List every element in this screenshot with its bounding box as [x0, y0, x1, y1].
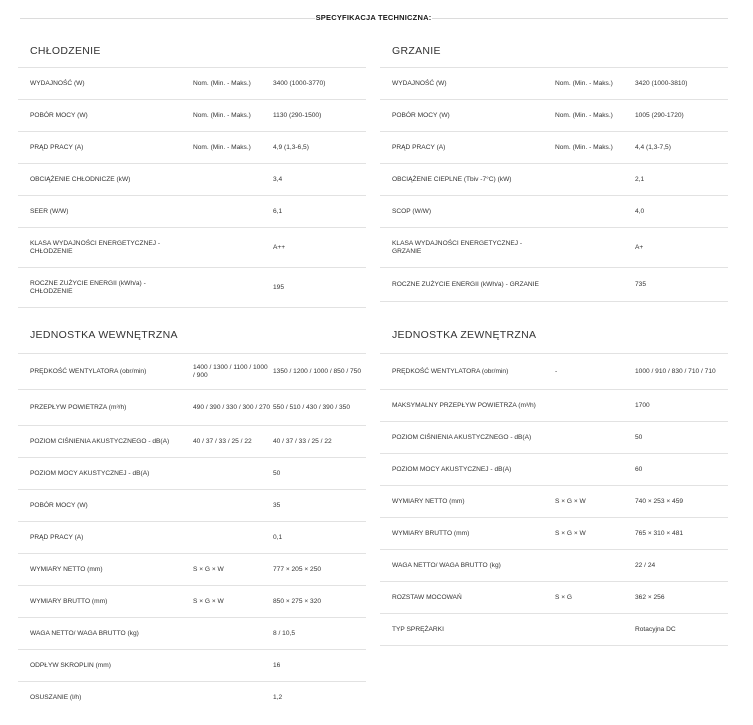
spec-label: PRĄD PRACY (A) [30, 533, 84, 541]
spec-label-cell [392, 518, 542, 550]
spec-label-cell [392, 582, 542, 614]
spec-label-cell [30, 490, 180, 522]
spec-value-cell [273, 100, 363, 132]
outdoor-unit-row [380, 549, 728, 582]
spec-label: SEER (W/W) [30, 207, 69, 215]
outdoor-unit-table-end [380, 645, 728, 646]
spec-condition-cell [193, 458, 271, 490]
spec-condition-cell [555, 422, 633, 454]
spec-label: PRĄD PRACY (A) [392, 143, 446, 151]
spec-value-cell [635, 196, 725, 228]
spec-condition-cell [193, 228, 271, 268]
spec-label-cell [392, 454, 542, 486]
spec-condition-cell [555, 518, 633, 550]
spec-label: PRĄD PRACY (A) [30, 143, 84, 151]
cooling-table-end [18, 307, 366, 308]
spec-value-cell [273, 196, 363, 228]
spec-value: 1350 / 1200 / 1000 / 850 / 750 [273, 367, 361, 375]
title-rule-right [432, 18, 728, 19]
spec-value: A+ [635, 243, 644, 251]
spec-label: WAGA NETTO/ WAGA BRUTTO (kg) [30, 629, 139, 637]
spec-condition: S × G [555, 593, 573, 601]
spec-value-cell [273, 650, 363, 682]
indoor-unit-row [18, 389, 366, 426]
spec-label-cell [30, 390, 180, 426]
spec-label: WYDAJNOŚĆ (W) [30, 79, 85, 87]
spec-label: WAGA NETTO/ WAGA BRUTTO (kg) [392, 561, 501, 569]
spec-label: OSUSZANIE (l/h) [30, 693, 82, 701]
spec-condition: S × G × W [555, 529, 586, 537]
cooling-row [18, 99, 366, 132]
spec-value-cell [273, 390, 363, 426]
spec-value-cell [635, 228, 725, 268]
spec-value: 195 [273, 283, 285, 291]
spec-value: 765 × 310 × 481 [635, 529, 684, 537]
spec-condition: Nom. (Min. - Maks.) [193, 111, 251, 119]
spec-label-cell [30, 458, 180, 490]
spec-label: ODPŁYW SKROPLIN (mm) [30, 661, 111, 669]
spec-label: POZIOM MOCY AKUSTYCZNEJ - dB(A) [30, 469, 150, 477]
cooling-row [18, 131, 366, 164]
spec-value: 1,2 [273, 693, 283, 701]
heating-row [380, 67, 728, 100]
spec-value-cell [635, 354, 725, 390]
spec-condition-cell [555, 268, 633, 302]
spec-label-cell [392, 100, 542, 132]
spec-label: KLASA WYDAJNOŚCI ENERGETYCZNEJ - CHŁODZENIE [30, 239, 161, 255]
spec-condition-cell [193, 586, 271, 618]
spec-label: KLASA WYDAJNOŚCI ENERGETYCZNEJ - GRZANIE [392, 239, 523, 255]
spec-condition-cell [193, 268, 271, 308]
spec-value-cell [273, 522, 363, 554]
spec-condition: - [555, 367, 558, 375]
spec-label-cell [392, 422, 542, 454]
spec-value: 2,1 [635, 175, 645, 183]
spec-value: 40 / 37 / 33 / 25 / 22 [273, 437, 332, 445]
spec-value: 735 [635, 280, 647, 288]
spec-condition-cell [193, 164, 271, 196]
spec-condition-cell [555, 614, 633, 646]
spec-value-cell [273, 426, 363, 458]
spec-value: 1000 / 910 / 830 / 710 / 710 [635, 367, 716, 375]
heating-table-end [380, 301, 728, 302]
spec-condition-cell [193, 354, 271, 390]
spec-label-cell [392, 268, 542, 302]
spec-label-cell [392, 68, 542, 100]
spec-condition: Nom. (Min. - Maks.) [193, 79, 251, 87]
spec-value-cell [635, 582, 725, 614]
spec-value-cell [273, 490, 363, 522]
spec-label-cell [30, 132, 180, 164]
spec-label-cell [392, 132, 542, 164]
spec-value: 1700 [635, 401, 650, 409]
spec-value-cell [273, 354, 363, 390]
heating-row [380, 195, 728, 228]
spec-value: 35 [273, 501, 281, 509]
spec-label-cell [30, 228, 180, 268]
spec-condition-cell [193, 650, 271, 682]
spec-label: WYMIARY BRUTTO (mm) [392, 529, 470, 537]
outdoor-unit-row [380, 485, 728, 518]
spec-label-cell [392, 550, 542, 582]
spec-label-cell [392, 164, 542, 196]
spec-label: POBÓR MOCY (W) [392, 111, 450, 119]
spec-label: WYDAJNOŚĆ (W) [392, 79, 447, 87]
spec-label: ROZSTAW MOCOWAŃ [392, 593, 462, 601]
spec-label: WYMIARY NETTO (mm) [392, 497, 465, 505]
cooling-row [18, 67, 366, 100]
spec-value-cell [273, 618, 363, 650]
spec-label-cell [392, 196, 542, 228]
spec-label: TYP SPRĘŻARKI [392, 625, 444, 633]
spec-condition-cell [193, 132, 271, 164]
spec-value-cell [635, 550, 725, 582]
spec-condition-cell [555, 132, 633, 164]
spec-label-cell [30, 522, 180, 554]
spec-value-cell [273, 68, 363, 100]
spec-condition: 1400 / 1300 / 1100 / 1000 / 900 [193, 363, 268, 379]
heating-heading: GRZANIE [392, 45, 441, 57]
spec-label-cell [30, 268, 180, 308]
spec-label-cell [30, 354, 180, 390]
spec-value: 740 × 253 × 459 [635, 497, 684, 505]
spec-condition-cell [555, 454, 633, 486]
spec-value: 1130 (290-1500) [273, 111, 322, 119]
spec-value-cell [635, 454, 725, 486]
outdoor-unit-row [380, 421, 728, 454]
spec-value-cell [635, 268, 725, 302]
spec-label: PRĘDKOŚĆ WENTYLATORA (obr/min) [392, 367, 509, 375]
spec-condition-cell [555, 100, 633, 132]
spec-label: OBCIĄŻENIE CHŁODNICZE (kW) [30, 175, 131, 183]
indoor-unit-row [18, 457, 366, 490]
spec-label: POBÓR MOCY (W) [30, 111, 88, 119]
spec-condition-cell [555, 228, 633, 268]
heating-row [380, 267, 728, 302]
spec-condition: Nom. (Min. - Maks.) [555, 143, 613, 151]
spec-label-cell [392, 390, 542, 422]
spec-label-cell [30, 586, 180, 618]
spec-value-cell [635, 68, 725, 100]
indoor-unit-row [18, 353, 366, 390]
spec-label-cell [30, 650, 180, 682]
spec-value-cell [273, 682, 363, 714]
spec-label: PRZEPŁYW POWIETRZA (m³/h) [30, 403, 127, 411]
spec-condition-cell [193, 196, 271, 228]
cooling-heading: CHŁODZENIE [30, 45, 101, 57]
outdoor-unit-row [380, 353, 728, 390]
outdoor-unit-row [380, 613, 728, 646]
spec-condition-cell [555, 354, 633, 390]
spec-label-cell [392, 486, 542, 518]
spec-label-cell [30, 68, 180, 100]
spec-label-cell [30, 100, 180, 132]
outdoor-unit-heading: JEDNOSTKA ZEWNĘTRZNA [392, 329, 537, 341]
indoor-unit-row [18, 649, 366, 682]
spec-value-cell [635, 100, 725, 132]
spec-condition: Nom. (Min. - Maks.) [555, 79, 613, 87]
spec-value-cell [273, 554, 363, 586]
spec-value-cell [635, 164, 725, 196]
outdoor-unit-row [380, 453, 728, 486]
spec-label-cell [30, 426, 180, 458]
spec-label-cell [392, 228, 542, 268]
outdoor-unit-row [380, 389, 728, 422]
spec-value-cell [273, 458, 363, 490]
spec-value-cell [273, 164, 363, 196]
spec-label: PRĘDKOŚĆ WENTYLATORA (obr/min) [30, 367, 147, 375]
spec-condition-cell [193, 426, 271, 458]
cooling-row [18, 195, 366, 228]
indoor-unit-row [18, 553, 366, 586]
spec-value: 0,1 [273, 533, 283, 541]
spec-condition-cell [193, 68, 271, 100]
spec-condition-cell [193, 522, 271, 554]
spec-label-cell [392, 354, 542, 390]
outdoor-unit-row [380, 517, 728, 550]
spec-condition-cell [555, 164, 633, 196]
spec-value: 4,0 [635, 207, 645, 215]
spec-condition-cell [555, 196, 633, 228]
spec-value: 850 × 275 × 320 [273, 597, 322, 605]
heating-row [380, 227, 728, 268]
spec-label-cell [30, 164, 180, 196]
spec-value-cell [273, 268, 363, 308]
spec-value-cell [635, 422, 725, 454]
spec-label-cell [30, 196, 180, 228]
spec-value: 550 / 510 / 430 / 390 / 350 [273, 403, 350, 411]
spec-label: OBCIĄŻENIE CIEPLNE (Tbiv -7°C) (kW) [392, 175, 512, 183]
spec-condition-cell [193, 390, 271, 426]
spec-condition-cell [193, 490, 271, 522]
spec-value-cell [273, 132, 363, 164]
spec-condition: S × G × W [193, 565, 224, 573]
spec-label: ROCZNE ZUŻYCIE ENERGII (kWh/a) - CHŁODZENIE [30, 279, 146, 295]
spec-value: A++ [273, 243, 286, 251]
spec-label-cell [30, 554, 180, 586]
spec-value: 4,9 (1,3-6,5) [273, 143, 309, 151]
cooling-row [18, 227, 366, 268]
spec-label-cell [30, 682, 180, 714]
spec-value-cell [635, 390, 725, 422]
spec-label-cell [30, 618, 180, 650]
spec-value: 3420 (1000-3810) [635, 79, 688, 87]
spec-label: POZIOM MOCY AKUSTYCZNEJ - dB(A) [392, 465, 512, 473]
outdoor-unit-row [380, 581, 728, 614]
spec-label: WYMIARY BRUTTO (mm) [30, 597, 108, 605]
spec-condition: Nom. (Min. - Maks.) [555, 111, 613, 119]
spec-condition-cell [555, 486, 633, 518]
spec-value: 50 [635, 433, 643, 441]
spec-value: 777 × 205 × 250 [273, 565, 322, 573]
spec-label-cell [392, 614, 542, 646]
heating-row [380, 99, 728, 132]
spec-label: WYMIARY NETTO (mm) [30, 565, 103, 573]
spec-label: SCOP (W/W) [392, 207, 432, 215]
indoor-unit-row [18, 617, 366, 650]
spec-label: ROCZNE ZUŻYCIE ENERGII (kWh/a) - GRZANIE [392, 280, 539, 288]
spec-value: 3400 (1000-3770) [273, 79, 326, 87]
spec-condition: S × G × W [193, 597, 224, 605]
cooling-row [18, 163, 366, 196]
spec-value-cell [273, 586, 363, 618]
spec-label: POBÓR MOCY (W) [30, 501, 88, 509]
spec-condition-cell [193, 100, 271, 132]
spec-value: 8 / 10,5 [273, 629, 295, 637]
indoor-unit-row [18, 681, 366, 714]
indoor-unit-row [18, 521, 366, 554]
spec-value: Rotacyjna DC [635, 625, 676, 633]
spec-value-cell [273, 228, 363, 268]
spec-value: 22 / 24 [635, 561, 656, 569]
spec-label: POZIOM CIŚNIENIA AKUSTYCZNEGO - dB(A) [392, 433, 532, 441]
spec-value: 16 [273, 661, 281, 669]
indoor-unit-row [18, 585, 366, 618]
spec-label: MAKSYMALNY PRZEPŁYW POWIETRZA (m³/h) [392, 401, 536, 409]
spec-condition: 490 / 390 / 330 / 300 / 270 [193, 403, 270, 411]
spec-label: POZIOM CIŚNIENIA AKUSTYCZNEGO - dB(A) [30, 437, 170, 445]
spec-value-cell [635, 132, 725, 164]
spec-value: 4,4 (1,3-7,5) [635, 143, 671, 151]
spec-value-cell [635, 518, 725, 550]
cooling-row [18, 267, 366, 308]
spec-condition: 40 / 37 / 33 / 25 / 22 [193, 437, 252, 445]
spec-value: 60 [635, 465, 643, 473]
spec-value-cell [635, 486, 725, 518]
spec-condition-cell [555, 68, 633, 100]
spec-condition-cell [193, 618, 271, 650]
page-title: SPECYFIKACJA TECHNICZNA: [315, 13, 432, 22]
heating-row [380, 163, 728, 196]
spec-condition-cell [193, 682, 271, 714]
spec-value: 362 × 256 [635, 593, 665, 601]
spec-value: 50 [273, 469, 281, 477]
spec-condition: S × G × W [555, 497, 586, 505]
spec-condition-cell [193, 554, 271, 586]
indoor-unit-row [18, 489, 366, 522]
spec-condition-cell [555, 582, 633, 614]
indoor-unit-heading: JEDNOSTKA WEWNĘTRZNA [30, 329, 178, 341]
spec-value: 3,4 [273, 175, 283, 183]
spec-condition-cell [555, 390, 633, 422]
spec-condition-cell [555, 550, 633, 582]
spec-value: 6,1 [273, 207, 283, 215]
spec-value-cell [635, 614, 725, 646]
indoor-unit-row [18, 425, 366, 458]
spec-value: 1005 (290-1720) [635, 111, 684, 119]
spec-condition: Nom. (Min. - Maks.) [193, 143, 251, 151]
heating-row [380, 131, 728, 164]
